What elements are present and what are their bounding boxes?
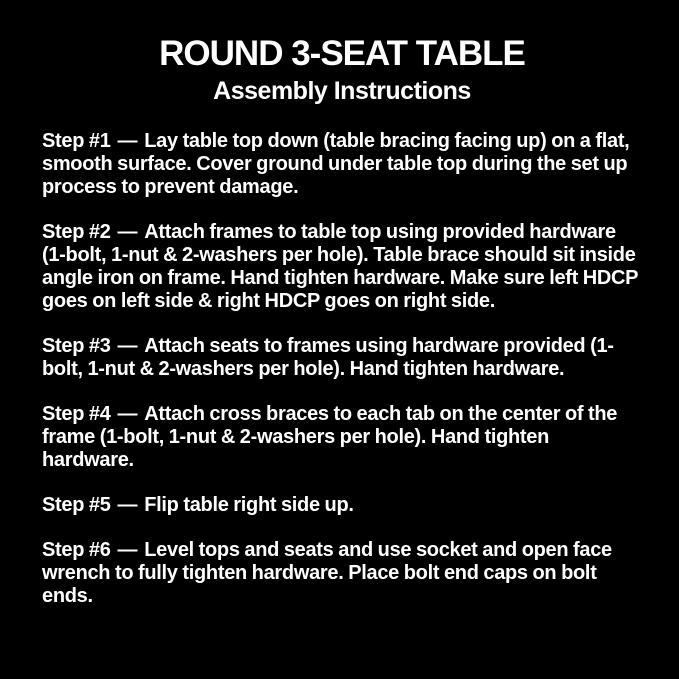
step-5-label: Step #5 [42,494,111,516]
step-5 [42,494,642,517]
step-1 [42,130,642,199]
step-6-dash: — [117,539,138,561]
step-5-dash: — [117,494,138,516]
step-3-label: Step #3 [42,335,111,357]
step-6 [42,539,642,608]
page-title: ROUND 3-SEAT TABLE [159,34,525,73]
step-1-text: Lay table top down (table bracing facing up) on a flat, smooth surface. Cover ground under table top during the set up process to prevent damage. [42,130,630,198]
step-4 [42,403,642,472]
step-6-text: Level tops and seats and use socket and open face wrench to fully tighten hardware. Place bolt end caps on bolt ends. [42,539,612,607]
step-2-dash: — [117,221,138,243]
step-2 [42,221,642,313]
step-4-label: Step #4 [42,403,111,425]
step-4-text: Attach cross braces to each tab on the center of the frame (1-bolt, 1-nut & 2-washers per hole). Hand tighten hardware. [42,403,618,471]
step-4-dash: — [117,403,138,425]
step-1-dash: — [117,130,138,152]
page-subtitle: Assembly Instructions [213,77,471,105]
header [42,34,642,105]
step-3 [42,335,642,381]
step-6-label: Step #6 [42,539,111,561]
step-1-label: Step #1 [42,130,111,152]
step-2-text: Attach frames to table top using provided hardware (1-bolt, 1-nut & 2-washers per hole). Table brace should sit inside angle iron on frame. Hand tighten hardware. Make sure left HDCP goes on left side & right HDCP goes on right side. [42,221,638,312]
step-3-dash: — [117,335,138,357]
step-3-text: Attach seats to frames using hardware provided (1-bolt, 1-nut & 2-washers per hole). Hand tighten hardware. [42,335,614,380]
steps-list [42,130,642,608]
step-5-text: Flip table right side up. [144,494,354,516]
step-2-label: Step #2 [42,221,111,243]
